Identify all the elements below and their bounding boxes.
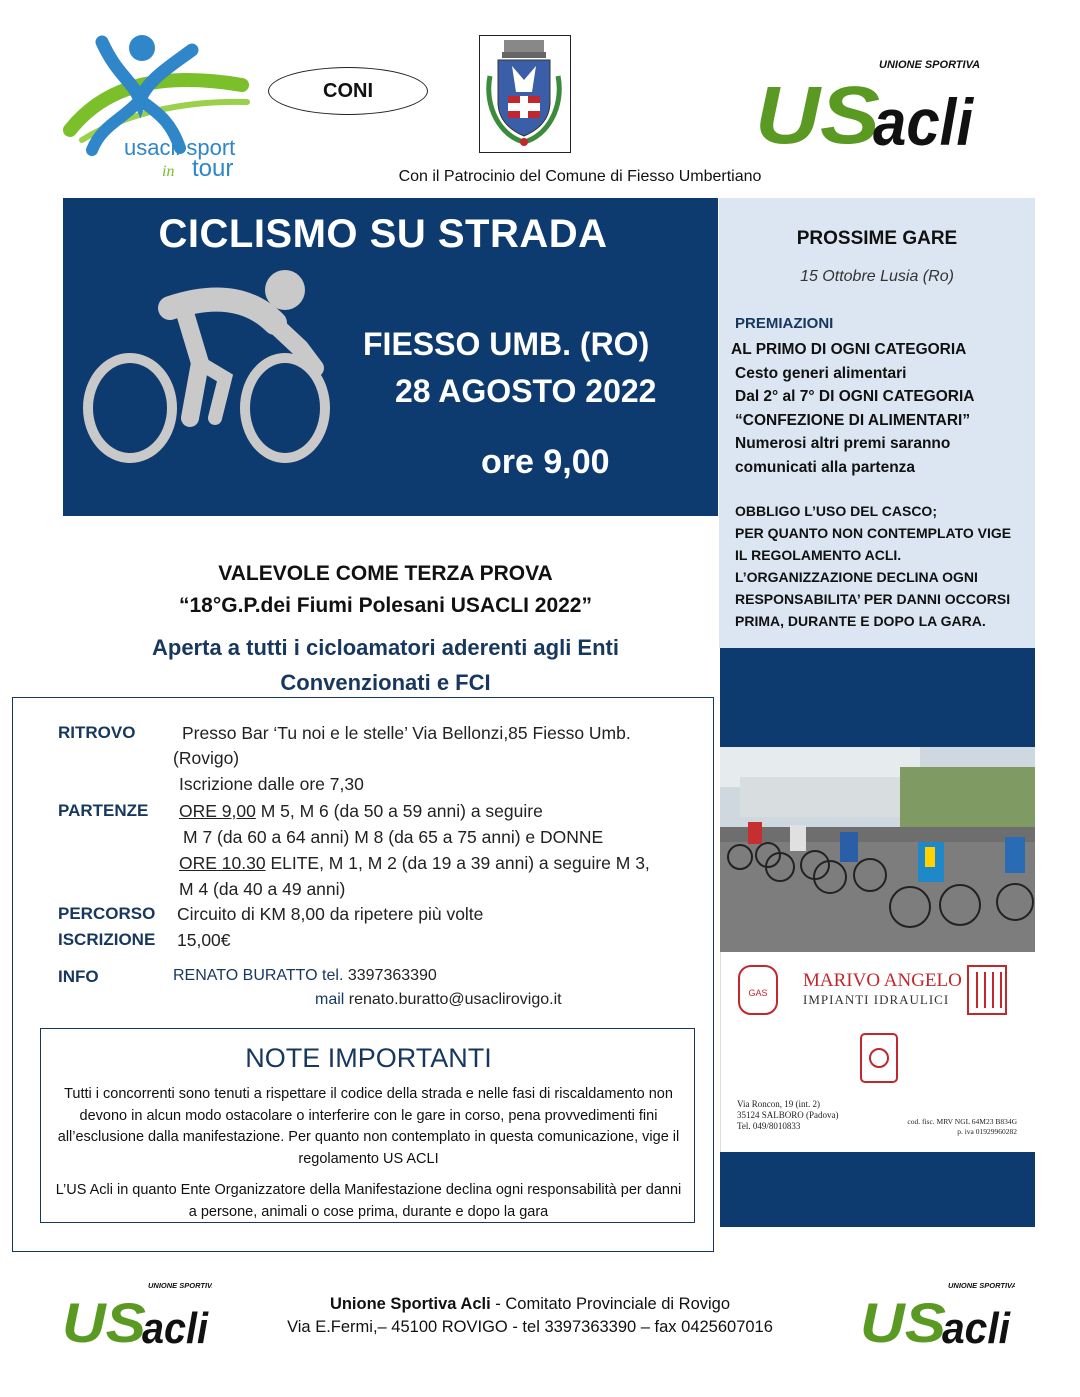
svg-text:US: US [860, 1291, 946, 1348]
start-categories-1: M 5, M 6 (da 50 a 59 anni) a seguire [255, 801, 543, 821]
svg-text:UNIONE SPORTIVA: UNIONE SPORTIVA [148, 1281, 212, 1290]
rule-line: PRIMA, DURANTE E DOPO LA GARA. [735, 613, 986, 629]
iscrizione-label: ISCRIZIONE [58, 930, 156, 949]
side-blue-block [720, 648, 1035, 748]
eligibility-line-2: Convenzionati e FCI [280, 670, 491, 695]
partenze-label: PARTENZE [58, 801, 149, 820]
contact-name: RENATO BURATTO tel. [173, 967, 348, 984]
prize-line: Cesto generi alimentari [735, 364, 907, 382]
logo-tour-in: in [162, 163, 175, 180]
prize-line: “CONFEZIONE DI ALIMENTARI” [735, 411, 971, 429]
eligibility-line-1: Aperta a tutti i cicloamatori aderenti agli Enti [152, 635, 619, 660]
rule-line: IL REGOLAMENTO ACLI. [735, 547, 902, 563]
rules-list [735, 500, 1011, 632]
footer-organization [200, 1295, 860, 1314]
svg-text:acli: acli [142, 1304, 209, 1348]
sponsor-vat: p. iva 01929960282 [957, 1127, 1017, 1136]
svg-text:acli: acli [942, 1304, 1011, 1348]
logo-tour-line2: tour [192, 155, 234, 180]
start-line-3 [179, 853, 650, 874]
notes-paragraph-1: Tutti i concorrenti sono tenuti a rispettare il codice della strada e nelle fasi di riscaldamento non devono in alcun modo ostacolare o interferire con le gare in corso, pena provvedimenti fini all’esclusione dalla manifestazione. Per quanto non contemplato in questa comunicazione, vige il regolamento US ACLI [57, 1086, 680, 1167]
info-mail [315, 991, 562, 1009]
prize-line: AL PRIMO DI OGNI CATEGORIA [731, 341, 967, 358]
notes-paragraph-2: L’US Acli in quanto Ente Organizzatore della Manifestazione declina ogni responsabilità per danni a persone, animali o cose prima, durante e dopo la gara [55, 1182, 682, 1220]
coni-label: CONI [323, 79, 373, 102]
event-location: FIESSO UMB. (RO) [363, 326, 650, 362]
patronage-note: Con il Patrocinio del Comune di Fiesso Umbertiano [398, 168, 762, 185]
next-races-heading: PROSSIME GARE [796, 228, 958, 249]
sponsor-subtitle: IMPIANTI IDRAULICI [803, 992, 950, 1007]
info-contact [173, 967, 437, 985]
prize-line: comunicati alla partenza [735, 458, 916, 476]
series-note: VALEVOLE COME TERZA PROVA [218, 562, 553, 585]
side-blue-block-bottom [720, 1152, 1035, 1227]
svg-text:US: US [755, 70, 880, 155]
next-race-item: 15 Ottobre Lusia (Ro) [800, 268, 954, 285]
info-label: INFO [58, 967, 99, 986]
prize-line: Dal 2° al 7° DI OGNI CATEGORIA [735, 388, 975, 405]
logo-tour-line1: usacli sport [124, 135, 236, 160]
event-date: 28 AGOSTO 2022 [395, 373, 657, 409]
percorso-label: PERCORSO [58, 904, 156, 923]
sponsor-address-2: 35124 SALBORO (Padova) [737, 1110, 839, 1120]
svg-text:acli: acli [873, 85, 975, 155]
side-panel [719, 198, 1035, 648]
notes-title: NOTE IMPORTANTI [245, 1043, 492, 1073]
sponsor-business-card [720, 952, 1036, 1152]
coni-badge [268, 67, 428, 115]
eligibility-note [63, 630, 708, 700]
rule-line: OBBLIGO L’USO DEL CASCO; [735, 503, 937, 519]
start-line-4: M 4 (da 40 a 49 anni) [179, 879, 346, 899]
contact-email[interactable]: renato.buratto@usaclirovigo.it [348, 991, 562, 1008]
start-categories-2: ELITE, M 1, M 2 (da 19 a 39 anni) a seguire M 3, [265, 853, 650, 873]
event-time: ore 9,00 [481, 443, 610, 481]
course-value: Circuito di KM 8,00 da ripetere più volte [177, 904, 484, 924]
cyclist-icon [75, 268, 335, 468]
footer-committee: - Comitato Provinciale di Rovigo [490, 1295, 731, 1313]
rule-line: L’ORGANIZZAZIONE DECLINA OGNI [735, 569, 978, 585]
ritrovo-value-cont: (Rovigo) [173, 748, 240, 768]
sponsor-address-1: Via Roncon, 19 (int. 2) [737, 1099, 820, 1109]
svg-text:UNIONE SPORTIVA: UNIONE SPORTIVA [948, 1281, 1015, 1290]
start-time-1: ORE 9,00 [179, 801, 256, 821]
important-notes-box [40, 1028, 695, 1223]
usacli-tag: UNIONE SPORTIVA [879, 59, 980, 71]
start-line-2: M 7 (da 60 a 64 anni) M 8 (da 65 a 75 anni) e DONNE [183, 827, 604, 847]
us-acli-footer-logo-left [62, 1278, 212, 1348]
rule-line: PER QUANTO NON CONTEMPLATO VIGE [735, 525, 1012, 541]
start-time-2: ORE 10.30 [179, 853, 266, 873]
sponsor-name: MARIVO ANGELO [803, 970, 962, 991]
race-photo [720, 747, 1035, 952]
rule-line: RESPONSABILITA’ PER DANNI OCCORSI [735, 591, 1011, 607]
registration-time: Iscrizione dalle ore 7,30 [179, 774, 364, 794]
municipal-crest-image [479, 35, 571, 153]
usacli-sport-in-tour-logo [62, 30, 262, 180]
footer-org-name: Unione Sportiva Acli [329, 1295, 491, 1313]
ritrovo-label: RITROVO [58, 723, 136, 742]
mail-label: mail [315, 991, 349, 1008]
us-acli-logo [755, 55, 980, 155]
sponsor-phone: Tel. 049/8010833 [737, 1121, 801, 1131]
footer-address: Via E.Fermi,– 45100 ROVIGO - tel 3397363390 – fax 0425607016 [287, 1318, 773, 1336]
contact-phone: 3397363390 [347, 967, 437, 984]
grand-prix-title: “18°G.P.dei Fiumi Polesani USACLI 2022” [179, 594, 592, 617]
ritrovo-value: Presso Bar ‘Tu noi e le stelle’ Via Bellonzi,85 Fiesso Umb. [182, 723, 631, 743]
prizes-heading: PREMIAZIONI [735, 315, 834, 332]
us-acli-footer-logo-right [860, 1278, 1015, 1348]
event-hero-panel [63, 198, 718, 516]
prizes-list [731, 338, 975, 479]
gas-label: GAS [748, 988, 768, 998]
svg-text:US: US [62, 1291, 146, 1348]
entry-fee: 15,00€ [177, 930, 231, 950]
prize-line: Numerosi altri premi saranno [735, 435, 951, 452]
sponsor-fiscal-code: cod. fisc. MRV NGL 64M23 B834G [907, 1117, 1017, 1126]
event-title: CICLISMO SU STRADA [158, 212, 608, 256]
start-line-1 [179, 801, 543, 822]
